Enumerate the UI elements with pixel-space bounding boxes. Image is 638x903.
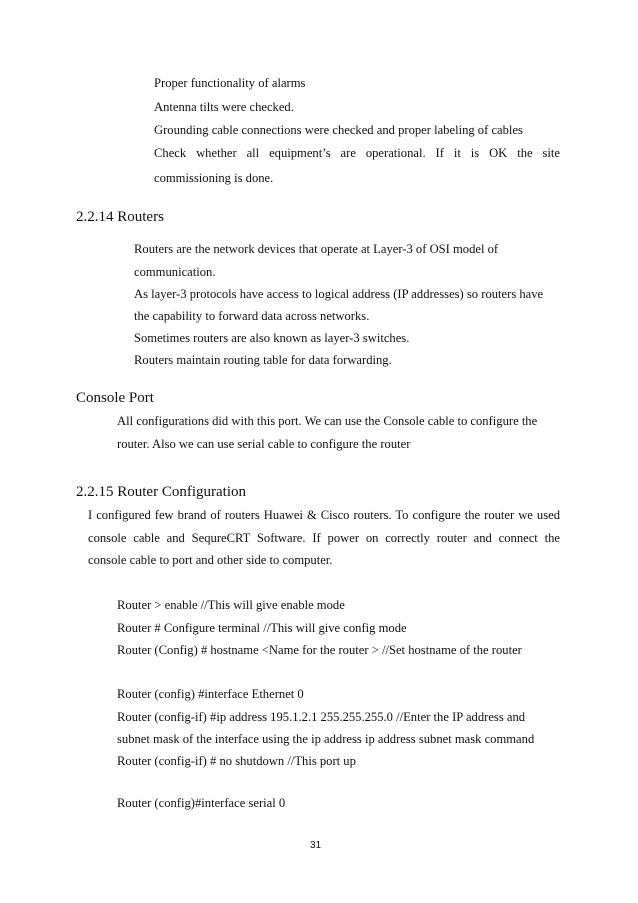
routers-line: Routers are the network devices that operate at Layer-3 of OSI model of <box>134 242 499 256</box>
command-line: Router # Configure terminal //This will give config mode <box>117 621 407 635</box>
router-config-intro-line: console cable and SequreCRT Software. If power on correctly router and connect the <box>88 531 560 545</box>
command-line: Router (config-if) #ip address 195.1.2.1 255.255.255.0 //Enter the IP address and <box>117 710 526 724</box>
console-port-line: All configurations did with this port. We can use the Console cable to configure the <box>117 414 538 428</box>
check-item: Grounding cable connections were checked and proper labeling of cables <box>154 123 523 137</box>
section-heading-router-configuration: 2.2.15 Router Configuration <box>76 484 246 500</box>
section-heading-console-port: Console Port <box>76 390 154 406</box>
command-line: Router (config)#interface serial 0 <box>117 796 286 810</box>
console-port-line: router. Also we can use serial cable to configure the router <box>117 437 411 451</box>
check-item: Antenna tilts were checked. <box>154 100 294 114</box>
check-item: commissioning is done. <box>154 171 274 185</box>
check-item: Check whether all equipment’s are operational. If it is OK the site <box>154 146 560 160</box>
command-line: subnet mask of the interface using the ip address ip address subnet mask command <box>117 732 535 746</box>
routers-line: As layer-3 protocols have access to logical address (IP addresses) so routers have <box>134 287 544 301</box>
section-heading-routers: 2.2.14 Routers <box>76 209 164 225</box>
command-line: Router (config-if) # no shutdown //This port up <box>117 754 356 768</box>
page-number: 31 <box>310 840 322 851</box>
command-line: Router (Config) # hostname <Name for the router > //Set hostname of the router <box>117 643 522 657</box>
router-config-intro-line: console cable to port and other side to computer. <box>88 553 333 567</box>
check-item: Proper functionality of alarms <box>154 76 306 90</box>
command-line: Router (config) #interface Ethernet 0 <box>117 687 304 701</box>
routers-line: the capability to forward data across networks. <box>134 309 370 323</box>
routers-line: Routers maintain routing table for data forwarding. <box>134 353 392 367</box>
routers-line: Sometimes routers are also known as layer-3 switches. <box>134 331 410 345</box>
command-line: Router > enable //This will give enable mode <box>117 598 345 612</box>
routers-line: communication. <box>134 265 216 279</box>
router-config-intro-line: I configured few brand of routers Huawei & Cisco routers. To configure the router we used <box>88 508 560 522</box>
